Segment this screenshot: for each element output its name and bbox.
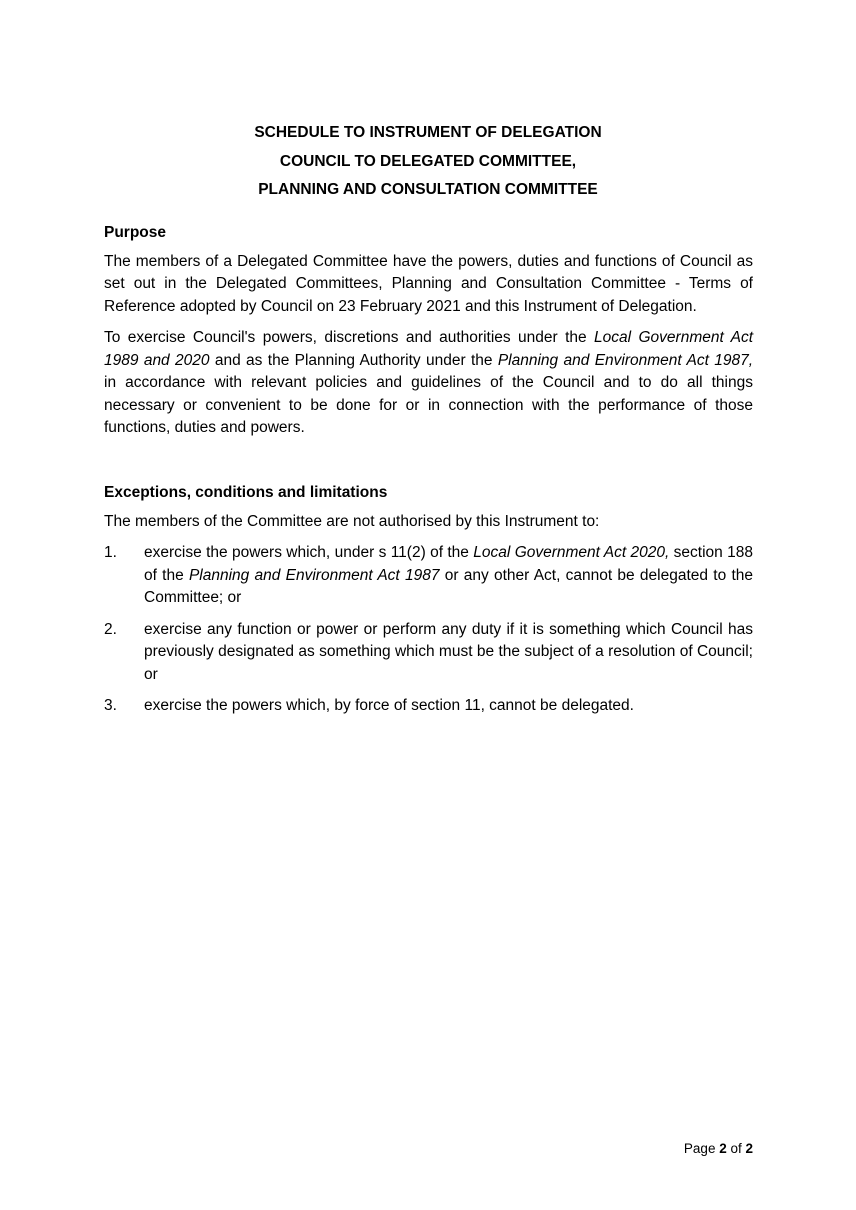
exceptions-section — [104, 482, 753, 718]
title-line-2: COUNCIL TO DELEGATED COMMITTEE, — [279, 152, 577, 170]
list-item-number: 2. — [104, 620, 117, 638]
item-1-act-2: Planning and Environment Act 1987 — [188, 566, 440, 584]
purpose-p2-act-2: Planning and Environment Act 1987, — [497, 351, 754, 369]
item-1-text-3: or any other Act, cannot be delegated to the Committee; or — [144, 566, 753, 606]
exceptions-heading: Exceptions, conditions and limitations — [104, 484, 388, 501]
item-1-act-1: Local Government Act 2020, — [473, 544, 670, 561]
item-1-text-2: section 188 of the — [144, 544, 753, 584]
list-item — [104, 695, 753, 718]
list-item-number: 3. — [104, 697, 117, 714]
page-number-prefix: Page — [683, 1141, 720, 1156]
document-title — [0, 119, 856, 205]
exceptions-intro: The members of the Committee are not authorised by this Instrument to: — [104, 512, 600, 530]
item-2-text: exercise any function or power or perform any duty if it is something which Council has previously designated as something which must be the subject of a resolution of Council; or — [144, 620, 753, 683]
title-line-1: SCHEDULE TO INSTRUMENT OF DELEGATION — [254, 124, 602, 141]
purpose-p2-text-2: and as the Planning Authority under the — [209, 351, 498, 369]
purpose-p2-text-1: To exercise Council's powers, discretions and authorities under the — [104, 329, 595, 346]
list-item-number: 1. — [104, 544, 117, 561]
purpose-p2-text-3: in accordance with relevant policies and guidelines of the Council and to do all things necessary or convenient to be done for or in connection with the performance of those functions, duties and powers. — [104, 374, 753, 436]
purpose-section — [104, 222, 753, 440]
list-item — [104, 542, 753, 610]
page-number-current: 2 — [719, 1141, 727, 1156]
item-1-text-1: exercise the powers which, under s 11(2) of the — [144, 544, 474, 561]
item-3-text: exercise the powers which, by force of section 11, cannot be delegated. — [144, 697, 634, 714]
page-number — [684, 1139, 753, 1159]
purpose-heading: Purpose — [104, 224, 167, 241]
purpose-paragraph-1: The members of a Delegated Committee have the powers, duties and functions of Council as set out in the Delegated Committees, Planning and Consultation Committee - Terms of Reference adopted by Council on 23 February 2021 and this Instrument of Delegation. — [104, 252, 753, 315]
page-number-middle: of — [726, 1141, 746, 1156]
list-item — [104, 619, 753, 687]
page-number-total: 2 — [745, 1141, 753, 1156]
title-line-3: PLANNING AND CONSULTATION COMMITTEE — [258, 181, 598, 198]
purpose-paragraph-2 — [104, 327, 753, 440]
purpose-p2-act-1: Local Government Act 1989 and 2020 — [104, 329, 753, 369]
exceptions-list — [104, 542, 753, 718]
